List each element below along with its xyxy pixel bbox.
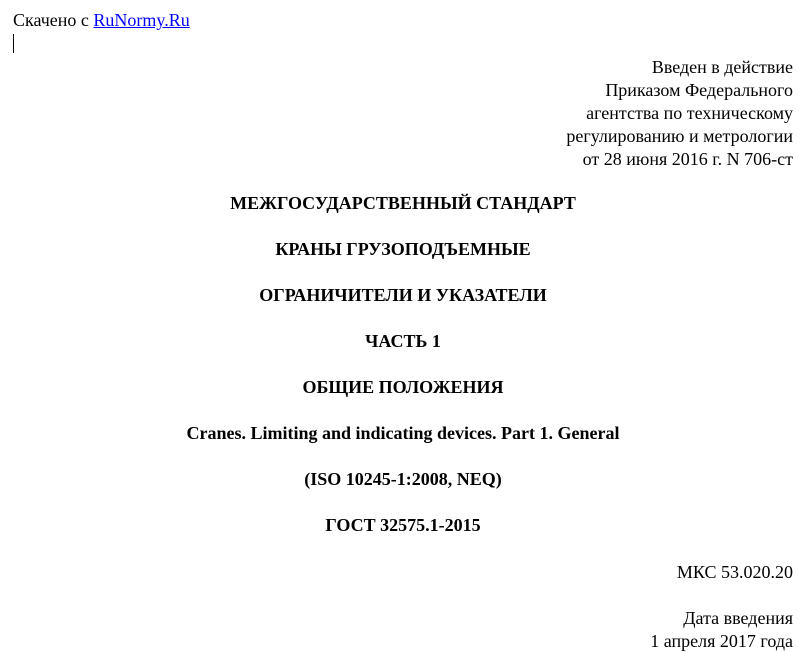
effective-date-label: Дата введения (683, 608, 793, 628)
enactment-line: агентства по техническому (586, 103, 793, 123)
enactment-line: регулированию и метрологии (566, 126, 793, 146)
effective-date: 1 апреля 2017 года (650, 631, 793, 651)
document-subtitle: ОГРАНИЧИТЕЛИ И УКАЗАТЕЛИ (259, 285, 547, 305)
part-title-heading: ОБЩИЕ ПОЛОЖЕНИЯ (302, 377, 504, 397)
enactment-line: от 28 июня 2016 г. N 706-ст (582, 149, 793, 169)
gost-number: ГОСТ 32575.1-2015 (325, 515, 481, 535)
english-title: Cranes. Limiting and indicating devices. Part 1. General (186, 423, 620, 443)
enactment-line: Введен в действие (651, 57, 793, 77)
source-line (13, 9, 190, 31)
document-title: КРАНЫ ГРУЗОПОДЪЕМНЫЕ (275, 239, 531, 259)
enactment-line: Приказом Федерального (605, 80, 793, 100)
standard-type-heading: МЕЖГОСУДАРСТВЕННЫЙ СТАНДАРТ (230, 193, 576, 213)
mks-code: МКС 53.020.20 (676, 562, 793, 582)
part-number-heading: ЧАСТЬ 1 (365, 331, 441, 351)
iso-reference: (ISO 10245-1:2008, NEQ) (304, 469, 502, 489)
enactment-block (566, 56, 793, 171)
source-prefix: Скачено с (13, 10, 94, 30)
text-cursor (13, 34, 14, 53)
runormy-link[interactable]: RuNormy.Ru (93, 10, 190, 30)
